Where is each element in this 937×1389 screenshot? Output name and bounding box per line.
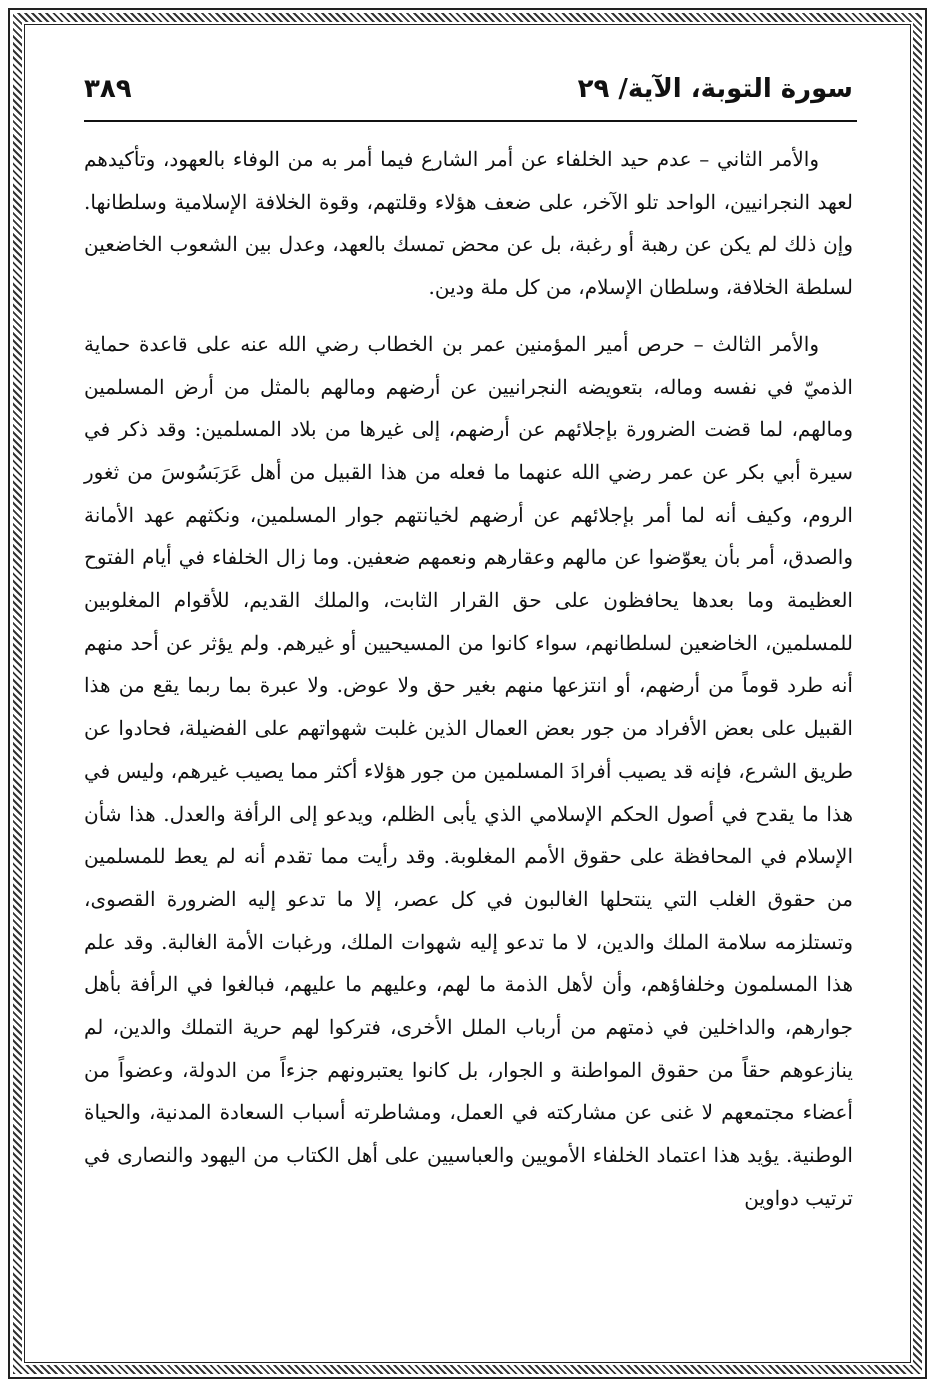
page-number: ٣٨٩ <box>84 74 132 104</box>
running-header <box>84 66 853 112</box>
header-rule <box>84 120 857 122</box>
paragraph-1: والأمر الثاني – عدم حيد الخلفاء عن أمر الشارع فيما أمر به من الوفاء بالعهود، وتأكيدهم لعهد النجرانيين، الواحد تلو الآخر، على ضعف هؤلاء وقلتهم، وقوة الخلافة الإسلامية وسلطانها. وإن ذلك لم يكن عن رهبة أو رغبة، بل عن محض تمسك بالعهد، وعدل بين الشعوب الخاضعين لسلطة الخلافة، وسلطان الإسلام، من كل ملة ودين. <box>84 147 853 300</box>
surah-title: سورة التوبة، الآية/ ٢٩ <box>577 74 853 104</box>
body-text <box>84 138 853 1220</box>
paragraph-2: والأمر الثالث – حرص أمير المؤمنين عمر بن الخطاب رضي الله عنه على قاعدة حماية الذميّ في نفسه وماله، بتعويضه النجرانيين عن أرضهم ومالهم بالمثل من أرض المسلمين ومالهم، لما قضت الضرورة بإجلائهم عن أرضهم، إلى غيرها من بلاد المسلمين: وقد ذكر في سيرة أبي بكر عن عمر رضي الله عنهما ما فعله من هذا القبيل من أهل عَرَبَسُوسَ من ثغور الروم، وكيف أنه لما أمر بإجلائهم عن أرضهم لخيانتهم جوار المسلمين، ونكثهم عهد الأمانة والصدق، أمر بأن يعوّضوا عن مالهم وعقارهم ونعمهم ضعفين. وما زال الخلفاء في أيام الفتوح العظيمة وما بعدها يحافظون على حق القرار الثابت، والملك القديم، للأقوام المغلوبين للمسلمين، الخاضعين لسلطانهم، سواء كانوا من المسيحيين أو غيرهم. ولم يؤثر عن أحد منهم أنه طرد قوماً من أرضهم، أو انتزعها منهم بغير حق ولا عوض. ولا عبرة بما ربما يقع من هذا القبيل على بعض الأفراد من جور بعض العمال الذين غلبت شهواتهم على الفضيلة، فحادوا عن طريق الشرع، فإنه قد يصيب أفرادَ المسلمين من جور هؤلاء أكثر مما يصيب غيرهم، وليس في هذا ما يقدح في أصول الحكم الإسلامي الذي يأبى الظلم، ويدعو إلى الرأفة والعدل. هذا شأن الإسلام في المحافظة على حقوق الأمم المغلوبة. وقد رأيت مما تقدم أنه لم يعط للمسلمين من حقوق الغلب التي ينتحلها الغالبون في كل عصر، إلا ما تدعو إليه الضرورة القصوى، وتستلزمه سلامة الملك والدين، لا ما تدعو إليه شهوات الملك، ورغبات الأمة الغالبة. وقد علم هذا المسلمون وخلفاؤهم، وأن لأهل الذمة ما لهم، وعليهم ما عليهم، فبالغوا في الرأفة بأهل جوارهم، والداخلين في ذمتهم من أرباب الملل الأخرى، فتركوا لهم حرية التملك والدين، لم ينازعوهم حقاً من حقوق المواطنة و الجوار، بل كانوا يعتبرونهم جزءاً من الدولة، وعضواً من أعضاء مجتمعهم لا غنى عن مشاركته في العمل، ومشاطرته أسباب السعادة المدنية، والحياة الوطنية. يؤيد هذا اعتماد الخلفاء الأمويين والعباسيين على أهل الكتاب من اليهود والنصارى في ترتيب دواوين <box>84 331 853 1210</box>
